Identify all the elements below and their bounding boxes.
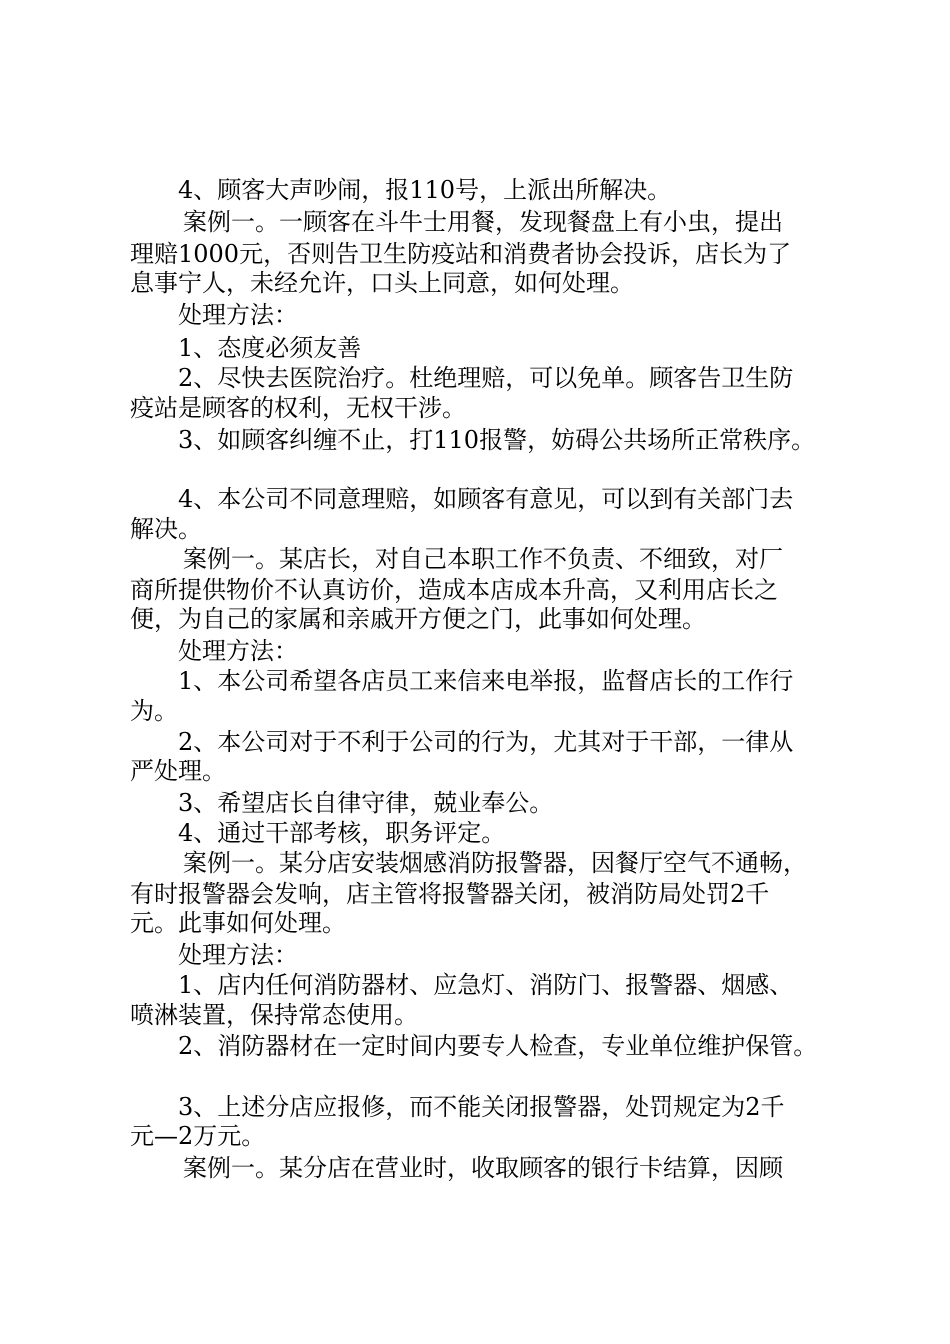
- text-line: 商所提供物价不认真访价，造成本店成本升高，又利用店长之: [130, 576, 778, 604]
- text-line: 4、顾客大声吵闹，报110号，上派出所解决。: [178, 176, 672, 204]
- text-line: 便，为自己的家属和亲戚开方便之门，此事如何处理。: [130, 605, 706, 633]
- text-line: 4、通过干部考核，职务评定。: [178, 819, 506, 847]
- text-line: 2、消防器材在一定时间内要专人检查，专业单位维护保管。: [178, 1032, 818, 1060]
- text-line: 4、本公司不同意理赔，如顾客有意见，可以到有关部门去: [178, 485, 794, 513]
- text-line: 案例一。某店长，对自己本职工作不负责、不细致，对厂: [183, 545, 783, 573]
- text-line: 1、态度必须友善: [178, 334, 362, 362]
- text-line: 1、店内任何消防器材、应急灯、消防门、报警器、烟感、: [178, 971, 794, 999]
- text-line: 元—2万元。: [130, 1122, 266, 1150]
- text-line: 解决。: [130, 515, 202, 543]
- text-line: 处理方法：: [178, 301, 298, 329]
- text-line: 案例一。一顾客在斗牛士用餐，发现餐盘上有小虫，提出: [183, 208, 783, 236]
- text-line: 2、尽快去医院治疗。杜绝理赔，可以免单。顾客告卫生防: [178, 364, 794, 392]
- text-line: 2、本公司对于不利于公司的行为，尤其对于干部，一律从: [178, 728, 794, 756]
- text-line: 处理方法：: [178, 941, 298, 969]
- text-line: 3、上述分店应报修，而不能关闭报警器，处罚规定为2千: [178, 1093, 785, 1121]
- text-line: 息事宁人，未经允许，口头上同意，如何处理。: [130, 269, 634, 297]
- text-line: 疫站是顾客的权利，无权干涉。: [130, 394, 466, 422]
- text-line: 理赔1000元，否则告卫生防疫站和消费者协会投诉，店长为了: [130, 240, 792, 268]
- text-line: 3、如顾客纠缠不止，打110报警，妨碍公共场所正常秩序。: [178, 426, 816, 454]
- text-line: 案例一。某分店安装烟感消防报警器，因餐厅空气不通畅，: [183, 849, 807, 877]
- text-line: 处理方法：: [178, 637, 298, 665]
- text-line: 元。此事如何处理。: [130, 909, 346, 937]
- text-line: 3、希望店长自律守律，兢业奉公。: [178, 789, 554, 817]
- text-line: 1、本公司希望各店员工来信来电举报，监督店长的工作行: [178, 667, 794, 695]
- text-line: 为。: [130, 697, 178, 725]
- text-line: 喷淋装置，保持常态使用。: [130, 1001, 418, 1029]
- text-line: 案例一。某分店在营业时，收取顾客的银行卡结算，因顾: [183, 1154, 783, 1182]
- text-line: 有时报警器会发响，店主管将报警器关闭，被消防局处罚2千: [130, 880, 770, 908]
- text-line: 严处理。: [130, 757, 226, 785]
